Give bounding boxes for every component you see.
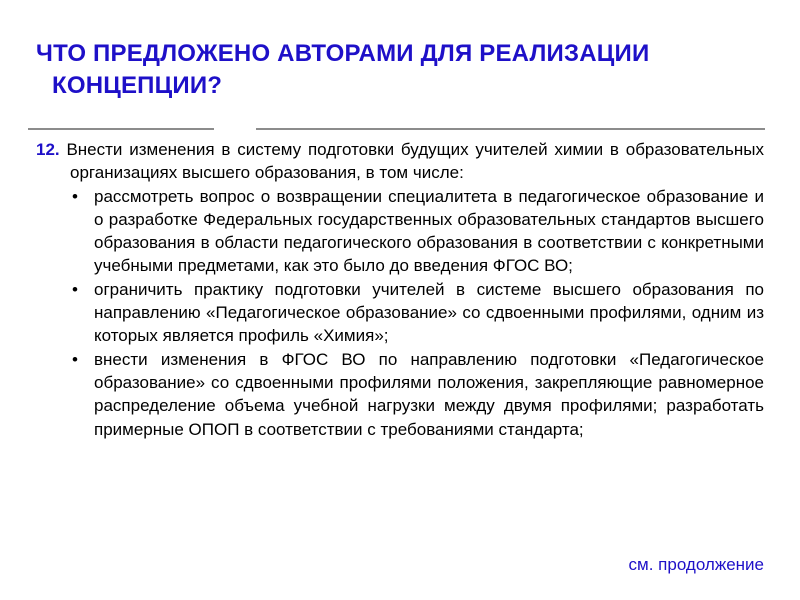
list-item: [36, 278, 764, 348]
bullet-text: рассмотреть вопрос о возвращении специалитета в педагогическое образование и о разработке Федеральных государственных образовательных стандартов высшего образования в области педагогического образования в соответствии с конкретными учебными предметами, как это было до введения ФГОС ВО;: [94, 186, 764, 276]
item-paragraph: [36, 138, 764, 185]
bullet-text: ограничить практику подготовки учителей в системе высшего образования по направлению «Педагогическое образование» со сдвоенными профилями, одним из которых является профиль «Химия»;: [94, 279, 764, 346]
title-line-2: КОНЦЕПЦИИ?: [52, 72, 223, 99]
divider-left: [28, 128, 214, 130]
title-line-1: ЧТО ПРЕДЛОЖЕНО АВТОРАМИ ДЛЯ РЕАЛИЗАЦИИ: [36, 40, 650, 67]
slide-body: [36, 138, 764, 441]
bullet-text: внести изменения в ФГОС ВО по направлению подготовки «Педагогическое образование» со сдвоенными профилями положения, закрепляющие равномерное распределение объема учебной нагрузки между двумя профилями; разработать примерные ОПОП в соответствии с требованиями стандарта;: [94, 349, 764, 439]
list-item: [36, 348, 764, 441]
item-text: Внести изменения в систему подготовки будущих учителей химии в образовательных организациях высшего образования, в том числе:: [66, 140, 764, 183]
item-number: 12.: [36, 140, 60, 159]
slide-title: [36, 38, 756, 102]
list-item: [36, 185, 764, 278]
bullet-icon: •: [72, 279, 78, 299]
continue-link[interactable]: см. продолжение: [628, 555, 764, 574]
bullet-list: [36, 185, 764, 441]
divider-right: [256, 128, 765, 130]
bullet-icon: •: [72, 186, 78, 206]
bullet-icon: •: [72, 349, 78, 369]
